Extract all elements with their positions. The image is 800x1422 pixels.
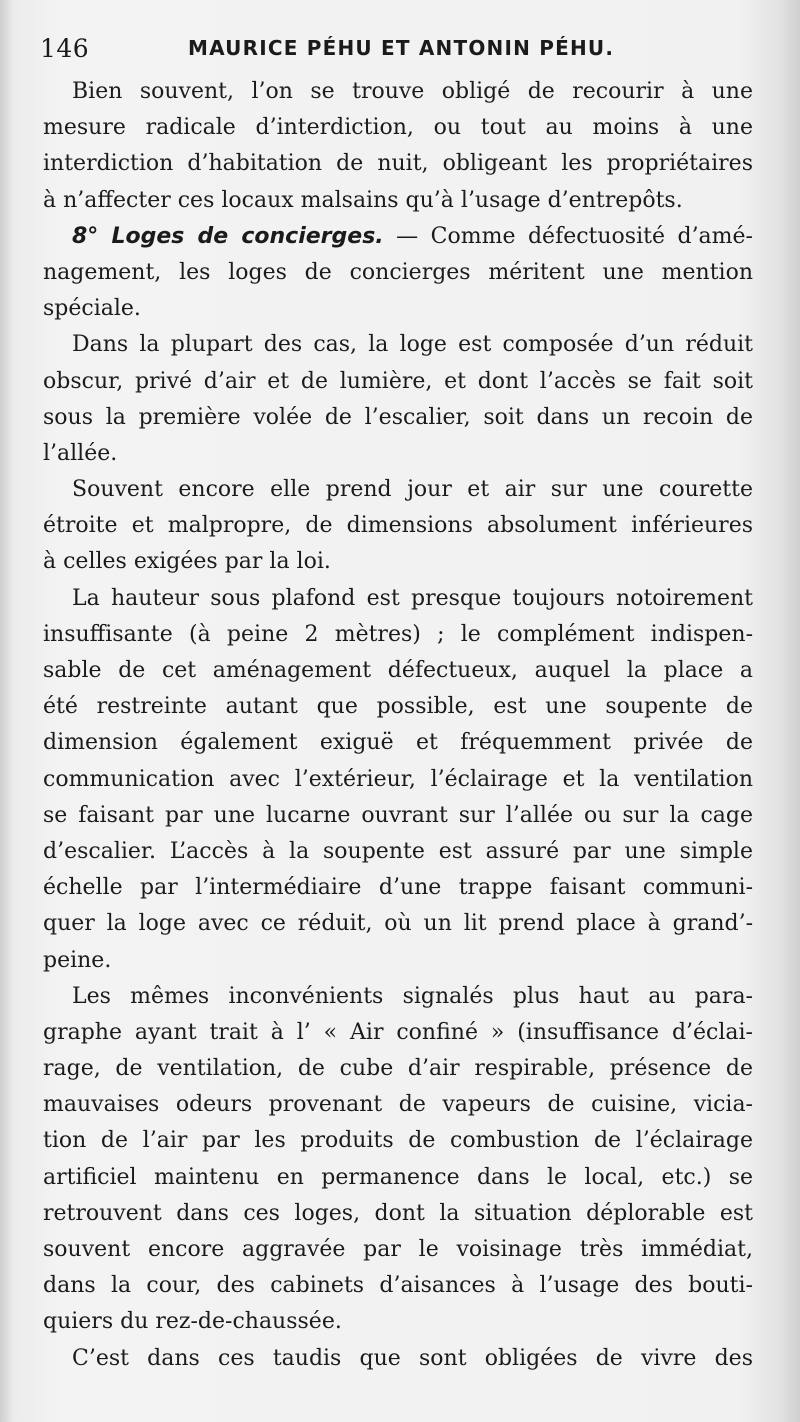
text-line xyxy=(43,617,753,653)
text-line xyxy=(43,472,753,508)
text-line xyxy=(43,581,753,617)
line-text: quiers du rez-de-chaussée. xyxy=(43,1309,342,1335)
text-line xyxy=(43,74,753,110)
line-text: C’est dans ces taudis que sont obligées de vivre des xyxy=(72,1345,753,1371)
line-text: quer la loge avec ce réduit, où un lit prend place à grand’- xyxy=(43,911,753,937)
text-line xyxy=(43,1160,753,1196)
line-text: La hauteur sous plafond est presque toujours notoirement xyxy=(72,585,753,611)
text-line xyxy=(43,870,753,906)
text-line xyxy=(43,906,753,942)
line-text: dans la cour, des cabinets d’aisances à l’usage des bouti- xyxy=(43,1273,753,1299)
line-text: — Comme défectuosité d’amé- xyxy=(383,223,753,249)
line-text: sable de cet aménagement défectueux, auquel la place a xyxy=(43,658,753,683)
text-line xyxy=(43,1087,753,1123)
line-text: spéciale. xyxy=(43,296,141,322)
text-line xyxy=(43,798,753,834)
line-text: été restreinte autant que possible, est une soupente de xyxy=(43,694,753,720)
page-header xyxy=(40,34,760,70)
text-line xyxy=(43,364,753,400)
line-text: artificiel maintenu en permanence dans le local, etc.) se xyxy=(43,1164,753,1190)
text-line xyxy=(43,1015,753,1051)
text-line xyxy=(43,1123,753,1159)
line-text: tion de l’air par les produits de combustion de l’éclairage xyxy=(43,1128,753,1154)
text-line xyxy=(43,436,753,472)
line-text: d’escalier. L’accès à la soupente est assuré par une simple xyxy=(43,838,753,864)
text-line xyxy=(43,291,753,327)
text-line xyxy=(43,400,753,436)
line-text: étroite et malpropre, de dimensions absolument inférieures xyxy=(43,513,753,539)
line-text: Les mêmes inconvénients signalés plus haut au para- xyxy=(72,983,753,1009)
line-text: Dans la plupart des cas, la loge est composée d’un réduit xyxy=(72,332,753,358)
text-line xyxy=(43,1196,753,1232)
line-text: l’allée. xyxy=(43,440,118,466)
text-line xyxy=(43,943,753,979)
line-text: Bien souvent, l’on se trouve obligé de recourir à une xyxy=(72,79,753,104)
text-line xyxy=(43,544,753,580)
section-heading: 8° Loges de concierges. xyxy=(72,223,384,249)
line-text: se faisant par une lucarne ouvrant sur l’allée ou sur la cage xyxy=(43,802,753,828)
text-line xyxy=(43,1268,753,1304)
text-line xyxy=(43,508,753,544)
line-text: retrouvent dans ces loges, dont la situation déplorable est xyxy=(43,1200,753,1226)
text-line xyxy=(43,1232,753,1268)
text-line xyxy=(43,725,753,761)
text-line xyxy=(43,979,753,1015)
line-text: souvent encore aggravée par le voisinage très immédiat, xyxy=(43,1237,753,1262)
running-head: MAURICE PÉHU ET ANTONIN PÉHU. xyxy=(188,36,615,60)
text-line xyxy=(43,110,753,146)
line-text: peine. xyxy=(43,947,112,973)
text-line xyxy=(43,255,753,291)
line-text: graphe ayant trait à l’ « Air confiné » (insuffisance d’éclai- xyxy=(43,1019,753,1045)
line-text: insuffisante (à peine 2 mètres) ; le complément indispen- xyxy=(43,621,753,647)
line-text: sous la première volée de l’escalier, soit dans un recoin de xyxy=(43,404,753,430)
line-text: communication avec l’extérieur, l’éclairage et la ventilation xyxy=(43,766,753,792)
page-number: 146 xyxy=(40,34,90,63)
text-line xyxy=(43,653,753,689)
text-line xyxy=(43,1051,753,1087)
text-line xyxy=(43,689,753,725)
text-line xyxy=(43,1304,753,1340)
body-text xyxy=(43,74,753,1377)
text-line xyxy=(43,146,753,182)
line-text: rage, de ventilation, de cube d’air respirable, présence de xyxy=(43,1056,753,1082)
line-text: à celles exigées par la loi. xyxy=(43,549,331,575)
text-line xyxy=(43,762,753,798)
line-text: échelle par l’intermédiaire d’une trappe faisant communi- xyxy=(43,875,753,901)
line-text: à n’affecter ces locaux malsains qu’à l’usage d’entrepôts. xyxy=(43,187,683,213)
line-text: dimension également exiguë et fréquemment privée de xyxy=(43,730,753,756)
line-text: interdiction d’habitation de nuit, obligeant les propriétaires xyxy=(43,151,753,177)
line-text: nagement, les loges de concierges méritent une mention xyxy=(43,259,753,285)
text-line xyxy=(43,219,753,255)
line-text: obscur, privé d’air et de lumière, et dont l’accès se fait soit xyxy=(43,368,753,394)
text-line xyxy=(43,834,753,870)
line-text: mesure radicale d’interdiction, ou tout au moins à une xyxy=(43,115,753,141)
text-line xyxy=(43,1341,753,1377)
text-line xyxy=(43,327,753,363)
line-text: mauvaises odeurs provenant de vapeurs de cuisine, vicia- xyxy=(43,1092,753,1118)
text-line xyxy=(43,183,753,219)
line-text: Souvent encore elle prend jour et air sur une courette xyxy=(72,477,753,503)
